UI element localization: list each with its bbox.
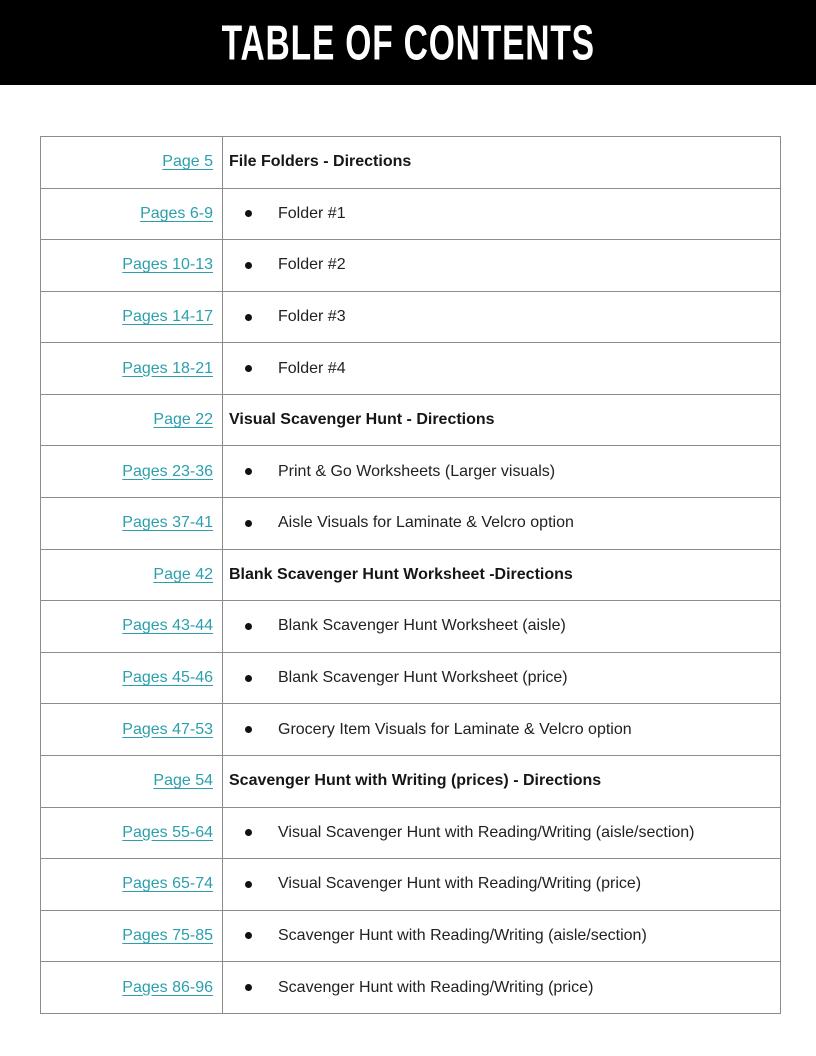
description-cell bbox=[223, 188, 781, 240]
description-content bbox=[229, 256, 780, 274]
description-content bbox=[229, 153, 780, 171]
row-description: Scavenger Hunt with Writing (prices) - Directions bbox=[229, 772, 602, 790]
row-description: Folder #2 bbox=[278, 256, 346, 274]
bullet-icon bbox=[245, 829, 252, 836]
bullet-icon bbox=[245, 623, 252, 630]
table-row bbox=[41, 807, 781, 859]
description-cell bbox=[223, 859, 781, 911]
description-cell bbox=[223, 704, 781, 756]
page-link[interactable]: Pages 43-44 bbox=[122, 617, 213, 635]
table-row bbox=[41, 394, 781, 446]
toc-table bbox=[40, 136, 781, 1014]
page-link-cell bbox=[41, 910, 223, 962]
page-link-cell bbox=[41, 704, 223, 756]
bullet-icon bbox=[245, 314, 252, 321]
bullet-icon bbox=[245, 520, 252, 527]
description-cell bbox=[223, 910, 781, 962]
row-description: Visual Scavenger Hunt - Directions bbox=[229, 411, 495, 429]
description-content bbox=[229, 772, 780, 790]
description-cell bbox=[223, 755, 781, 807]
page-link[interactable]: Pages 18-21 bbox=[122, 359, 213, 377]
page-link[interactable]: Pages 23-36 bbox=[122, 462, 213, 480]
bullet-icon bbox=[245, 365, 252, 372]
page-link-cell bbox=[41, 549, 223, 601]
row-description: Blank Scavenger Hunt Worksheet -Directions bbox=[229, 565, 573, 583]
table-row bbox=[41, 549, 781, 601]
page-link-cell bbox=[41, 859, 223, 911]
table-row bbox=[41, 652, 781, 704]
description-cell bbox=[223, 652, 781, 704]
table-row bbox=[41, 755, 781, 807]
page-link[interactable]: Page 42 bbox=[153, 565, 213, 583]
description-cell bbox=[223, 343, 781, 395]
description-cell bbox=[223, 549, 781, 601]
row-description: Scavenger Hunt with Reading/Writing (price) bbox=[278, 978, 594, 996]
description-cell bbox=[223, 394, 781, 446]
bullet-icon bbox=[245, 262, 252, 269]
page-link[interactable]: Pages 86-96 bbox=[122, 978, 213, 996]
description-cell bbox=[223, 962, 781, 1014]
row-description: Grocery Item Visuals for Laminate & Velcro option bbox=[278, 720, 632, 738]
bullet-icon bbox=[245, 468, 252, 475]
page-link[interactable]: Pages 45-46 bbox=[122, 669, 213, 687]
row-description: Visual Scavenger Hunt with Reading/Writing (price) bbox=[278, 875, 642, 893]
row-description: Blank Scavenger Hunt Worksheet (price) bbox=[278, 669, 568, 687]
page-link-cell bbox=[41, 188, 223, 240]
description-content bbox=[229, 669, 780, 687]
page-title: TABLE OF CONTENTS bbox=[221, 14, 595, 70]
description-cell bbox=[223, 240, 781, 292]
table-row bbox=[41, 188, 781, 240]
table-row bbox=[41, 601, 781, 653]
page-link[interactable]: Pages 6-9 bbox=[140, 204, 213, 222]
description-content bbox=[229, 875, 780, 893]
page-link-cell bbox=[41, 343, 223, 395]
description-content bbox=[229, 308, 780, 326]
table-row bbox=[41, 910, 781, 962]
description-cell bbox=[223, 807, 781, 859]
description-content bbox=[229, 566, 780, 584]
description-content bbox=[229, 824, 780, 842]
description-cell bbox=[223, 601, 781, 653]
description-content bbox=[229, 721, 780, 739]
title-banner bbox=[0, 0, 816, 85]
bullet-icon bbox=[245, 984, 252, 991]
page-link-cell bbox=[41, 394, 223, 446]
bullet-icon bbox=[245, 675, 252, 682]
description-content bbox=[229, 927, 780, 945]
table-row bbox=[41, 498, 781, 550]
description-cell bbox=[223, 498, 781, 550]
page-link-cell bbox=[41, 962, 223, 1014]
page-link[interactable]: Page 5 bbox=[162, 153, 213, 171]
page-link-cell bbox=[41, 755, 223, 807]
page-link[interactable]: Pages 14-17 bbox=[122, 308, 213, 326]
page-link-cell bbox=[41, 240, 223, 292]
page-link-cell bbox=[41, 807, 223, 859]
row-description: Folder #3 bbox=[278, 308, 346, 326]
toc-table-body bbox=[41, 137, 781, 1014]
bullet-icon bbox=[245, 210, 252, 217]
description-content bbox=[229, 360, 780, 378]
table-row bbox=[41, 343, 781, 395]
page-link-cell bbox=[41, 652, 223, 704]
description-content bbox=[229, 617, 780, 635]
bullet-icon bbox=[245, 726, 252, 733]
page-link-cell bbox=[41, 498, 223, 550]
description-content bbox=[229, 979, 780, 997]
bullet-icon bbox=[245, 932, 252, 939]
table-row bbox=[41, 137, 781, 189]
page-link-cell bbox=[41, 137, 223, 189]
row-description: Folder #1 bbox=[278, 204, 346, 222]
description-content bbox=[229, 463, 780, 481]
page-link-cell bbox=[41, 601, 223, 653]
page-link[interactable]: Pages 65-74 bbox=[122, 875, 213, 893]
description-content bbox=[229, 411, 780, 429]
description-cell bbox=[223, 137, 781, 189]
table-row bbox=[41, 704, 781, 756]
bullet-icon bbox=[245, 881, 252, 888]
row-description: Visual Scavenger Hunt with Reading/Writing (aisle/section) bbox=[278, 823, 695, 841]
page-link[interactable]: Pages 75-85 bbox=[122, 926, 213, 944]
row-description: Print & Go Worksheets (Larger visuals) bbox=[278, 462, 556, 480]
description-cell bbox=[223, 446, 781, 498]
table-row bbox=[41, 962, 781, 1014]
table-row bbox=[41, 240, 781, 292]
page-link[interactable]: Pages 37-41 bbox=[122, 514, 213, 532]
row-description: Blank Scavenger Hunt Worksheet (aisle) bbox=[278, 617, 566, 635]
table-row bbox=[41, 859, 781, 911]
description-content bbox=[229, 205, 780, 223]
page-link[interactable]: Page 22 bbox=[153, 411, 213, 429]
row-description: Scavenger Hunt with Reading/Writing (aisle/section) bbox=[278, 926, 647, 944]
description-cell bbox=[223, 291, 781, 343]
page-link-cell bbox=[41, 291, 223, 343]
page-link[interactable]: Page 54 bbox=[153, 772, 213, 790]
row-description: Aisle Visuals for Laminate & Velcro option bbox=[278, 514, 574, 532]
page-link[interactable]: Pages 55-64 bbox=[122, 823, 213, 841]
table-row bbox=[41, 446, 781, 498]
row-description: File Folders - Directions bbox=[229, 153, 412, 171]
page-link[interactable]: Pages 10-13 bbox=[122, 256, 213, 274]
description-content bbox=[229, 514, 780, 532]
page-link-cell bbox=[41, 446, 223, 498]
table-row bbox=[41, 291, 781, 343]
page-link[interactable]: Pages 47-53 bbox=[122, 720, 213, 738]
row-description: Folder #4 bbox=[278, 359, 346, 377]
